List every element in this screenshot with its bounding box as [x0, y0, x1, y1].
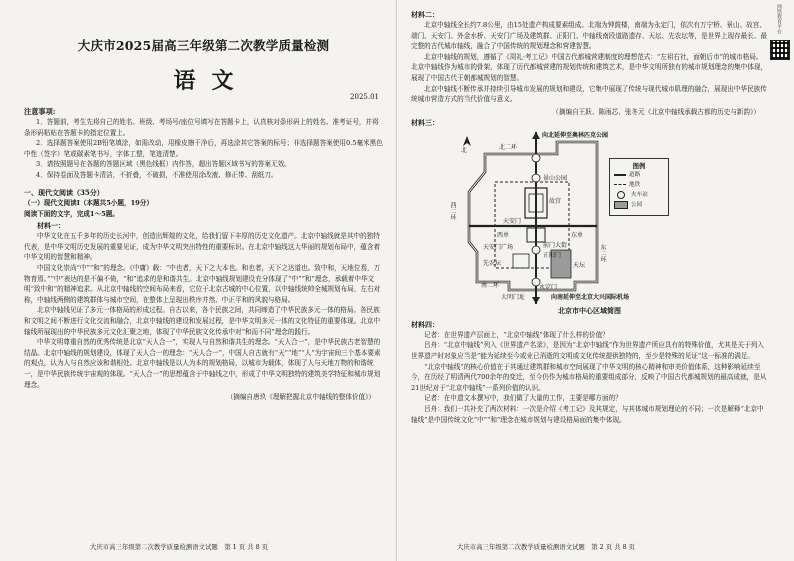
daming-label: 大明门址 — [501, 293, 526, 301]
subway-icon — [614, 184, 626, 185]
material-3-label: 材料三： — [411, 117, 439, 127]
page-footer: 大庆市高三年级第二次教学质量检测语文试题 第 1 页 共 8 页 — [90, 543, 269, 551]
page-2 — [397, 0, 794, 561]
interview-line: 吕舟：“北京中轴线”列入《世界遗产名录》，是因为“北京中轴线”作为世界遗产所应具有的特殊价值，尤其是关于列入世界遗产时对象应当是“能为延续至今或业已消逝的文明或文化传统提供独特的，至少是特殊的见证”这一标准的满足。 — [411, 341, 764, 360]
north-extension-label: 向北延伸至奥林匹克公园 — [542, 131, 609, 139]
section-heading: 一、现代文阅读（35分） — [24, 188, 104, 197]
notice-item: 2．选择题答案使用2B铅笔填涂，如需改动，用橡皮擦干净后，再选涂其它答案的标号；非选择题答案使用0.5毫米黑色中性（签字）笔或碳素笔书写，字体工整，笔迹清楚。 — [24, 139, 383, 158]
body-paragraph: 中国文化崇尚“中”“和”的理念。《中庸》载：“中也者，天下之大本也。和也者，天下之达道也。致中和，天地位焉，万物育焉。”“中”表达的是不偏不倚，“和”追求的是和谐共生。北京中轴线规划建设充分体现了“中”“和”理念，承载着中华文明“致中和”的精神追求。从北京中轴线的空间布局来看，它位于北京古城的中心位置，以中轴线统帅全城规划布局，左右对称，中轴线两侧的建筑群体与城市空间，在整体上呈现出秩序井然、中正平和的风貌与格局。 — [24, 263, 381, 304]
body-paragraph: 北京中轴线的规划，遵循了《周礼·考工记》中国古代都城营建制度的理想范式：“左祖右社，面朝后市”的城市格局。北京中轴线作为城市的骨架，体现了历代都城营建的规划传统和建筑艺术，是中华文明所独有的城市规划理念的集中体现，展现了中国古代王朝都城规划的智慧。 — [411, 52, 768, 82]
legend-item — [610, 170, 668, 180]
page-footer: 大庆市高三年级第二次教学质量检测语文试题 第 2 页 共 8 页 — [457, 543, 636, 551]
legend-label: 地铁 — [629, 181, 641, 188]
source-citation: （摘编自王跃、陈雨芯、张冬元《北京中轴线承载古都的历史与新韵》） — [552, 107, 760, 116]
body-paragraph: 中华文明尊重自然的优秀传统是北京“天人合一”，实现人与自然和谐共生的理念。“天人合一”，是中华民族古老智慧的结晶。北京中轴线的规划建设，体现了天人合一的理念：“天人合一”，中国人自古就有“天”“地”“人”为宇宙间三个基本要素的观点，认为人与自然应该和谐相处。北京中轴线是以人为本的规划格局，以城市为载体，体现了人与天地万物的和谐统一，是中华民族传统宇宙观的体现。“天人合一”的思想蕴含于中轴线之中，形成了中华文明独特的建筑美学特征和城市规划理念。 — [24, 338, 381, 389]
north-label: 北 — [461, 146, 468, 154]
material-2-label: 材料二： — [411, 10, 439, 19]
body-paragraph: 北京中轴线不断传承并持续引导城市发展的规划和建设，它集中展现了传统与现代城市肌理的融合，展现出中华民族传统城市营造方式的当代价值与意义。 — [411, 84, 767, 104]
xiannongtan-label: 先农坛 — [483, 259, 502, 267]
south-extension-arrow-icon — [532, 297, 540, 304]
subsection-heading: （一）现代文阅读Ⅰ（本题共5小题，19分） — [24, 199, 153, 207]
central-axis-map — [447, 132, 697, 304]
xiannongtan-shape — [513, 254, 529, 268]
zhengyangmen-label: 正阳门 — [543, 251, 562, 259]
station-icon — [617, 191, 625, 199]
qr-caption: 网络教育平台 — [776, 4, 782, 34]
site-marker — [532, 174, 540, 182]
jingshan-label: 景山公园 — [543, 174, 568, 182]
xidan-label: 西单 — [497, 231, 510, 239]
exam-date: 2025.01 — [350, 93, 379, 101]
west-ring-label: 西二环 — [449, 201, 456, 220]
south-ring-label: 南二环 — [481, 281, 500, 289]
material-1-label: 材料一： — [37, 221, 65, 231]
subject-title: 语文 — [173, 68, 250, 94]
body-paragraph: 北京中轴线见证了多元一体格局的形成过程。自古以来，各个民族之间，共同缔造了中华民族多元一体的格局。各民族和文明之间不断进行文化交流和融合，北京中轴线的建设和发展过程，是中华文明多元一体的文化特征的重要体现。北京中轴线所展现出的中华民族多元文化汇聚之地，体现了中华民族文化传承中对“和而不同”理念的践行。 — [24, 306, 381, 336]
park-icon — [614, 201, 628, 209]
gugong-label: 故宫 — [549, 197, 562, 205]
legend-item — [610, 180, 668, 190]
road-icon — [614, 174, 626, 176]
legend-label: 火车站 — [631, 191, 648, 198]
notice-item: 1．答题前，考生先将自己的姓名、班级、考场号/座位号填写在答题卡上，认真核对条形码上的姓名、准考证号，并将条形码粘贴在答题卡的指定位置上。 — [24, 118, 379, 137]
south-extension-label: 向南延伸至北京大兴国际机场 — [551, 293, 630, 301]
legend-title: 图例 — [632, 161, 646, 170]
tiananmen-square-label: 天安门广场 — [483, 243, 514, 251]
site-marker — [532, 246, 540, 254]
qr-code-block — [770, 4, 790, 60]
source-citation: （摘编自唐玖《理解把握北京中轴线的整体价值》） — [226, 393, 375, 402]
body-paragraph: 中华文化在五千多年的历史长河中，创造出辉煌的文化，给我们留下丰厚的历史文化遗产。北京中轴线就是其中的独特代表，是中华文明历史发展的重要见证，成为中华文明突出特性的重要标识。在北京中轴线这大华丽的规划布局中，蕴含着中华文明的智慧和精神。 — [24, 232, 381, 262]
tiananmen-label: 天安门 — [503, 217, 522, 225]
dongdan-label: 东单 — [571, 231, 584, 239]
legend-item — [610, 200, 668, 210]
qianmen-label: 前门大街 — [543, 241, 568, 249]
yongdingmen-label: 永定门 — [539, 283, 558, 291]
legend-label: 道路 — [629, 171, 641, 178]
notice-item: 3．请按照题号在各题的答题区域（黑色线框）内作答，超出答题区域书写的答案无效。 — [36, 160, 291, 168]
north-arrow-icon — [463, 136, 471, 146]
exam-title: 大庆市2025届高三年级第二次教学质量检测 — [77, 38, 330, 53]
legend-label: 公园 — [631, 201, 643, 208]
interview-line: 记者：在世界遗产层面上，“北京中轴线”体现了什么样的价值？ — [424, 330, 609, 339]
tiantan-label: 天坛 — [573, 261, 586, 269]
notice-item: 4．保持卷面及答题卡清洁，不折叠，不破损，不准使用涂改液、修正带、刮纸刀。 — [36, 170, 278, 179]
legend-item — [610, 190, 668, 200]
north-ring-label: 北二环 — [499, 143, 518, 151]
reading-instruction: 阅读下面的文字，完成1～5题。 — [24, 209, 119, 218]
east-ring-label: 东二环 — [599, 243, 606, 262]
interview-line: 吕舟：我们一共补充了两次材料：一次是介绍《考工记》及其规定，与其体城市规划理论的不同；一次是解释“北京中轴线”是中国传统文化“中”“和”理念在城市规划与建设格局面的集中体现。 — [411, 404, 764, 424]
material-4-label: 材料四： — [411, 319, 439, 329]
map-legend — [609, 158, 669, 216]
map-caption: 北京市中心区域简图 — [558, 305, 621, 315]
site-marker — [532, 154, 540, 162]
qr-code-icon — [770, 40, 790, 60]
north-extension-arrow-icon — [532, 132, 540, 139]
interview-line: “北京中轴线”的核心价值在于其通过建筑群和城市空间展现了中华文明的核心精神和审美价值体系，这种影响延续至今，在历经了明清两代700余年的变迁，至今仍作为城市格局的重要组成部分，反映了中国古代都城规划的最高成就，是从21世纪对于“北京中轴线”一系列价值的认识。 — [411, 362, 767, 392]
body-paragraph: 北京中轴线全长约7.8公里，由15处遗产构成要素组成。北端为钟鼓楼，南端为永定门，依次有万宁桥、景山、故宫、端门、天安门、外金水桥、天安门广场及建筑群、正阳门、中轴线南段道路遗存、天坛、先农坛等，是世界上现存最长、最完整的古代城市轴线，融合了中国传统的规划理念和营建智慧。 — [411, 21, 768, 51]
interview-line: 记者：在申遗文本撰写中，我们做了大量的工作，主要是哪方面的？ — [424, 394, 622, 403]
notice-heading: 注意事项: — [24, 107, 56, 116]
